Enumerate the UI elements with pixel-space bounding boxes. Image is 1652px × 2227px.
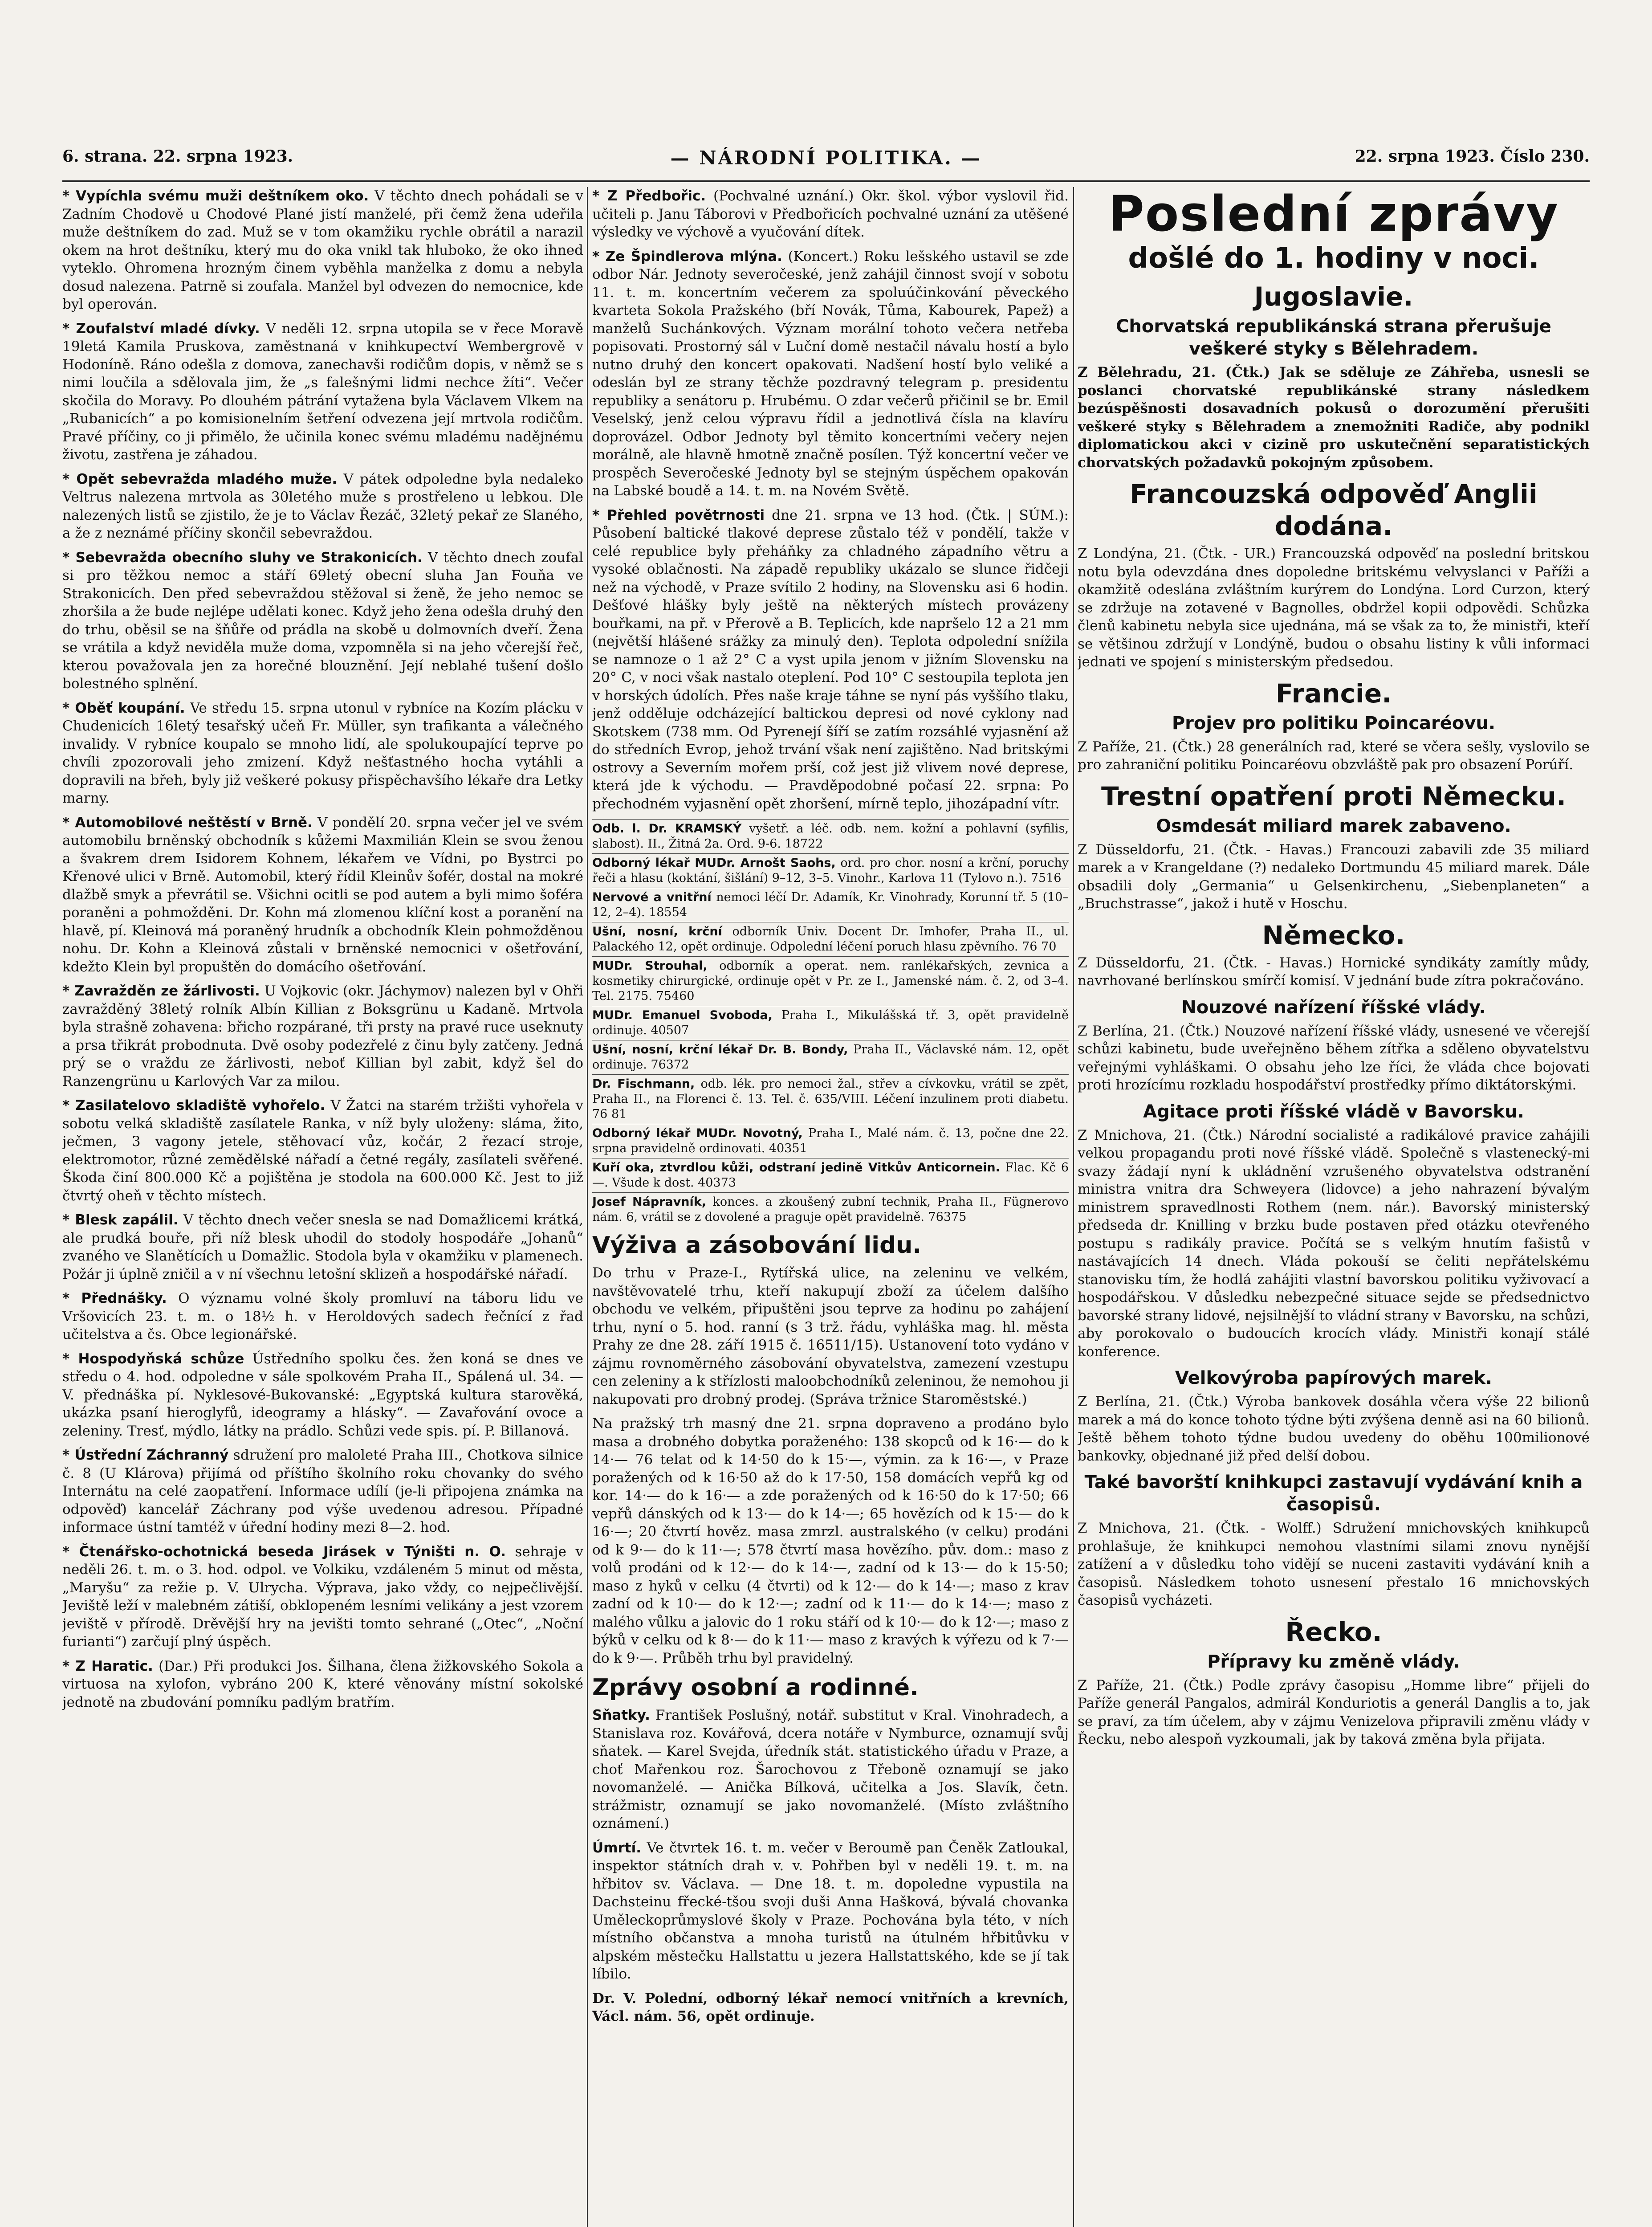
section-subheading: Agitace proti říšské vládě v Bavorsku. bbox=[1143, 1101, 1524, 1122]
section-subheading: Osmdesát miliard marek zabaveno. bbox=[1156, 816, 1511, 836]
article-title: * Přednášky. bbox=[62, 1290, 167, 1306]
ad-body: Praha I., Mikulášská tř. 3, opět pravidelně ordinuje. 40507 bbox=[592, 1008, 1069, 1037]
article bbox=[592, 1839, 1069, 1983]
article-body: U Vojkovic (okr. Jáchymov) nalezen byl v Ohři zavražděný 38letý rolník Albín Killian z Boksgrünu u Kadaně. Mrtvola byla strašně zohavena: břicho rozpárané, tři prsty na pravé ruce useknuty a prsa třikrát probodnuta. Dvě osoby podezřelé z činu byly zatčeny. Jedná prý se o vraždu ze žárlivosti, neboť Killian byl zabit, když šel do Ranzengrünu u Karlových Var za milou. bbox=[62, 983, 583, 1089]
article-title: Úmrtí. bbox=[592, 1840, 641, 1856]
article bbox=[62, 549, 583, 693]
section-subheading: Také bavorští knihkupci zastavují vydávání knih a časopisů. bbox=[1084, 1472, 1583, 1515]
classified-ad bbox=[592, 1192, 1069, 1227]
article-body: Z Düsseldorfu, 21. (Čtk. - Havas.) Hornické syndikáty zamítly můdy, navrhované berlínskou smírčí komisí. V jednání bude zítra pokračováno. bbox=[1078, 954, 1590, 989]
ad-body: odb. lék. pro nemoci žal., střev a cívkovku, vrátil se zpět, Praha II., na Florenci č. 13. Tel. č. 635/VIII. Léčení inzulinem proti diabetu. 76 81 bbox=[592, 1077, 1069, 1121]
article-body: Do trhu v Praze-I., Rytířská ulice, na zeleninu ve velkém, navštěvovatelé trhu, kteří nakupují zboží za účelem dalšího obchodu ve velkém, připuštěni jsou teprve za hodinu po zahájení trhu, nyní o 5. hod. ranní (s 3 trž. řádu, vyhláška mag. hl. města Prahy ze dne 28. září 1915 č. 16511/15). Ustanovení toto vydáno v zájmu rovnoměrného zásobování obyvatelstva, zamezení vzestupu cen zeleniny a k střízlosti maloobchodníků zeleninou, že nemohou ji nakupovati pro drobný prodej. (Správa tržnice Staroměstské.) bbox=[592, 1265, 1069, 1407]
article-body: Z Berlína, 21. (Čtk.) Nouzové nařízení říšské vlády, usnesené ve včerejší schůzi kabinetu, bude uveřejněno během zítřka a sděleno obyvatelstvu veřejnými vyhláškami. O obsahu jeho lze říci, že vláda chce bojovati proti hrozícímu rozkladu hospodářství prostředky přímo diktátorskými. bbox=[1078, 1023, 1590, 1093]
article-body: V neděli 12. srpna utopila se v řece Moravě 19letá Kamila Pruskova, zaměstnaná v knihkupectví Wembergrově v Hodoníně. Ráno odešla z domova, zanechavši rodičům dopis, v němž se s nimi loučila a sdělovala jim, že „s falešnými lidmi nechce žíti“. Večer skočila do Moravy. Po dlouhém pátrání vytažena byla Václavem Vlkem na „Rubanicích“ a po komisionelním šetření odvezena její mrtvola rodičům. Pravé příčiny, co ji přimělo, že učinila konec svému mladému nadějnému životu, zastřena je záhadou. bbox=[62, 320, 583, 463]
article-body: sdružení pro maloleté Praha III., Chotkova silnice č. 8 (U Klárova) přijímá od příštího školního roku chovanky do svého Internátu na celé zaopatření. Informace udílí (je-li připojena známka na odpověď) kancelář Záchrany pod výše uvedenou adresou. Případné informace ústní tamtéž v úřední hodiny mezi 8—2. hod. bbox=[62, 1447, 583, 1535]
article-title: * Ze Špindlerova mlýna. bbox=[592, 248, 782, 265]
article bbox=[592, 506, 1069, 813]
classified-ad bbox=[592, 956, 1069, 1006]
section-subheading: Velkovýroba papírových marek. bbox=[1175, 1368, 1493, 1388]
column-3 bbox=[1078, 187, 1590, 2227]
article-body: O významu volné školy promluví na táboru lidu ve Vršovicích 23. t. m. o 18½ h. v Heroldových sadech řečnící z řad učitelstva a čs. Obce legionářské. bbox=[62, 1290, 583, 1342]
article-title: * Opět sebevražda mladého muže. bbox=[62, 471, 338, 487]
article-title: * Zoufalství mladé dívky. bbox=[62, 320, 260, 337]
column-divider bbox=[1073, 187, 1074, 2227]
article bbox=[62, 187, 583, 314]
article-title: Sňatky. bbox=[592, 1707, 650, 1723]
article-title: * Čtenářsko-ochotnická beseda Jirásek v Týništi n. O. bbox=[62, 1543, 506, 1560]
ad-title: Ušní, nosní, krční lékař Dr. B. Bondy, bbox=[592, 1043, 848, 1056]
section-subheading: Projev pro politiku Poincaréovu. bbox=[1172, 713, 1496, 734]
column-1 bbox=[62, 187, 583, 2227]
article-title: * Vypíchla svému muži deštníkem oko. bbox=[62, 188, 369, 204]
ad-title: MUDr. Emanuel Svoboda, bbox=[592, 1008, 773, 1022]
section-heading: Řecko. bbox=[1285, 1616, 1382, 1647]
header-rule bbox=[62, 180, 1590, 182]
article-body: (Pochvalné uznání.) Okr. škol. výbor vyslovil řid. učiteli p. Janu Táborovi v Předbořicích pochvalné uznání za utěšené výsledky ve výchově a vyučování dítek. bbox=[592, 188, 1069, 240]
ad-body: vyšetř. a léč. odb. nem. kožní a pohlavní (syfilis, slabost). II., Žitná 2a. Ord. 9-6. 18722 bbox=[592, 822, 1069, 851]
classified-ad bbox=[592, 888, 1069, 922]
ad-body: Praha I., Malé nám. č. 13, počne dne 22. srpna pravidelně ordinovati. 40351 bbox=[592, 1126, 1069, 1155]
article bbox=[592, 248, 1069, 500]
section-subheading: Přípravy ku změně vlády. bbox=[1207, 1651, 1460, 1672]
ad-title: Josef Nápravník, bbox=[592, 1195, 706, 1209]
article-body: Z Paříže, 21. (Čtk.) 28 generálních rad, které se včera sešly, vyslovilo se pro zahraniční politiku Poincaréovu obzvláště pak pro obsazení Porúří. bbox=[1078, 738, 1590, 773]
article-body: V pondělí 20. srpna večer jel ve svém automobilu brněnský obchodník s kůžemi Maxmilián Klein se svou ženou a švakrem drem Isidorem Kohnem, lékařem ve Vídni, po Bystrci po Křenové ulici v Brně. Automobil, který řídil Kleinův šofér, dostal na mokré dlažbě smyk a převrátil se. Všichni ocitli se pod autem a byli mimo šoféra poraněni a pohmožděni. Dr. Kohn má zlomenou klíční kost a poranění na hlavě, pí. Kleinová má poraněný hrudník a obchodník Klein pohmožděnou nohu. Dr. Kohn a Kleinová zůstali v brněnské nemocnici v ošetřování, kdežto Klein byl propuštěn do domácího ošetřování. bbox=[62, 814, 583, 975]
ad-title: Odborný lékař MUDr. Arnošt Saohs, bbox=[592, 856, 836, 870]
article-body: Z Bělehradu, 21. (Čtk.) Jak se sděluje ze Záhřeba, usnesli se poslanci chorvatské republikánské strany následkem bezúspěšnosti dosavadních pokusů o dorozumění přerušiti veškeré styky s Bělehradem a znemožniti Radiče, aby podnikl diplomatickou akci v cizině pro uskutečnění separatistických chorvatských požadavků pokojným způsobem. bbox=[1078, 364, 1590, 471]
ad-title: Kuří oka, ztvrdlou kůži, odstraní jedině Vitkův Anticornein. bbox=[592, 1161, 1000, 1175]
article bbox=[62, 699, 583, 808]
article-title: * Blesk zapálil. bbox=[62, 1212, 179, 1228]
article-body: Dr. V. Polední, odborný lékař nemocí vnitřních a krevních, Václ. nám. 56, opět ordinuje. bbox=[592, 1990, 1069, 2024]
article-body: Z Düsseldorfu, 21. (Čtk. - Havas.) Francouzi zabavili zde 35 miliard marek a v Krangeldane (?) nedaleko Dortmundu 45 miliard marek. Dále obsadili doly „Germania“ u Gelsenkirchenu, „Siebenplaneten“ a „Bruchstrasse“, jakož i hutě v Hoschu. bbox=[1078, 841, 1590, 912]
ad-body: konces. a zkoušený zubní technik, Praha II., Fügnerovo nám. 6, vrátil se z dovolené a praguje opět pravidelně. 76375 bbox=[592, 1195, 1069, 1224]
ad-body: odborník Univ. Docent Dr. Imhofer, Praha II., ul. Palackého 12, opět ordinuje. Odpolední léčení poruch hlasu zpěvního. 76 70 bbox=[592, 925, 1069, 954]
article bbox=[62, 1211, 583, 1283]
ad-body: Praha II., Václavské nám. 12, opět ordinuje. 76372 bbox=[592, 1043, 1069, 1072]
article-title: * Zasilatelovo skladiště vyhořelo. bbox=[62, 1097, 326, 1114]
article-body: Z Berlína, 21. (Čtk.) Výroba bankovek dosáhla včera výše 22 bilionů marek a má do konce tohoto týdne býti zvýšena denně asi na 60 bilionů. Ještě během tohoto týdne budou uvedeny do oběhu 100milionové bankovky, objednané již před delší dobou. bbox=[1078, 1394, 1590, 1464]
article-title: * Zavražděn ze žárlivosti. bbox=[62, 983, 260, 999]
ad-body: Flac. Kč 6—. Všude k dost. 40373 bbox=[592, 1161, 1069, 1190]
article-body: Z Mnichova, 21. (Čtk. - Wolff.) Sdružení mnichovských knihkupců prohlašuje, že knihkupci nemohou vlastními silami znovu nynější zatížení a v důsledku toho vidějí se nuceni zastaviti vydávání knih a časopisů. Následkem tohoto usnesení přestalo 16 mnichovských časopisů vycházeti. bbox=[1078, 1520, 1590, 1608]
article bbox=[592, 187, 1069, 241]
article-title: * Oběť koupání. bbox=[62, 700, 185, 716]
ad-title: Nervové a vnitřní bbox=[592, 890, 712, 904]
ad-body: odborník a operat. nem. ranlékařských, zevnica a kosmetiky chirurgické, ordinuje opět v Pr. ze I., Jamenské nám. č. 2, od 3–4. Tel. 2175. 75460 bbox=[592, 959, 1069, 1003]
header-left: 6. strana. 22. srpna 1923. bbox=[62, 147, 293, 166]
ad-title: Odborný lékař MUDr. Novotný, bbox=[592, 1126, 803, 1140]
section-heading: Jugoslavie. bbox=[1254, 281, 1413, 312]
article-body: (Dar.) Při produkci Jos. Šilhana, člena žižkovského Sokola a virtuosa na xylofon, vybráno 200 K, které věnovány místní sokolské jednotě na zbudování pomníku padlým bratřím. bbox=[62, 1658, 583, 1710]
article-title: * Přehled povětrnosti bbox=[592, 507, 765, 523]
section-subheading: Nouzové nařízení říšské vlády. bbox=[1181, 997, 1486, 1018]
ad-title: MUDr. Strouhal, bbox=[592, 959, 708, 973]
article bbox=[62, 1097, 583, 1205]
section-heading: Francie. bbox=[1275, 678, 1392, 709]
article-title: * Hospodyňská schůze bbox=[62, 1350, 244, 1367]
article bbox=[62, 1657, 583, 1712]
article-title: * Automobilové neštěstí v Brně. bbox=[62, 814, 313, 831]
ad-body: nemoci léčí Dr. Adamík, Kr. Vinohrady, Korunní tř. 5 (10–12, 2–4). 18554 bbox=[592, 890, 1069, 919]
classified-ad bbox=[592, 1074, 1069, 1124]
article-body: Ve čtvrtek 16. t. m. večer v Beroumě pan Čeněk Zatloukal, inspektor státních drah v. v. Pohřben byl v neděli 19. t. m. na hřbitov sv. Václava. — Dne 18. t. m. dopoledne vypustila na Dachsteinu fřecké-tšou svoji duši Anna Hašková, bývalá chovanka Uměleckoprůmyslové školy v Praze. Pochována byla této, v ních místního občanstva a mnoha turistů na útulném hřbitůvku v alpském městečku Hallstattu u jezera Hallstattského, kde se jí tak líbilo. bbox=[592, 1840, 1069, 1982]
classified-ad bbox=[592, 1158, 1069, 1192]
section-subheading: Chorvatská republikánská strana přerušuje veškeré styky s Bělehradem. bbox=[1116, 316, 1551, 359]
article-body: Z Mnichova, 21. (Čtk.) Národní socialisté a radikálové pravice zahájili velkou propagandu proti nové říšské vládě. Společně s vlastenecký-mi svazy žádají nyní k ukládnění vzrušeného obyvatelstva odstranění ministra vnitra dra Schweyera (lidovce) a jeho nahrazení bývalým ministrem spravedlnosti Rothem (nem. nár.). Bavorský ministerský předseda dr. Knilling v brzku bude postaven před otázku otevřeného postupu s radikály pravice. Počítá se s velkým hnutím fašistů v nastávajících 14 dnech. Vláda pokouší se čeliti nepřátelskému stanovisku tím, že hodlá zahájiti vlastní bavorskou politiku vyživovací a hospodářskou. V důsledku nebezpečné situace sejde se předsednictvo bavorské strany lidové, nejsilnější to vládní strany v Bavorsku, na schůzi, aby porokovalo o budoucích krocích vlády. Ministři konají stálé konference. bbox=[1078, 1127, 1590, 1360]
article-body: Ústředního spolku čes. žen koná se dnes ve středu o 4. hod. odpoledne v sále spolkovém Praha II., Spálená ul. 34. — V. přednáška pí. Nyklesové-Bukovanské: „Egyptská kultura starověká, ukázka psaní hieroglyfů, ideogramy a hlásky“. — Zavařování ovoce a zeleniny. Tresť, mýdlo, látky na prádlo. Schůzi vede spis. pí. P. Billanová. bbox=[62, 1350, 583, 1439]
ad-title: Odb. l. Dr. KRAMSKÝ bbox=[592, 822, 742, 836]
ad-body: ord. pro chor. nosní a krční, poruchy řeči a hlasu (koktání, šišlání) 9–12, 3–5. Vinohr., Karlova 11 (Tylovo n.). 7516 bbox=[592, 856, 1069, 885]
article-body: František Poslušný, notář. substitut v Kral. Vinohradech, a Stanislava roz. Kovářová, dcera notáře v Nymburce, oznamují svůj sňatek. — Karel Svejda, úředník stát. statistického úřadu v Praze, a choť Mařenkou roz. Šarochovou z Třeboně oznamují se jako novomanželé. — Anička Bílková, učitelka a Jos. Slavík, četn. strážmistr, oznamují se jako novomanželé. (Místo zvláštního oznámení.) bbox=[592, 1707, 1069, 1831]
ad-title: Ušní, nosní, krční bbox=[592, 925, 722, 938]
article bbox=[592, 1706, 1069, 1833]
column-2 bbox=[592, 187, 1069, 2227]
classified-ad bbox=[592, 853, 1069, 888]
section-title: Výživa a zásobování lidu. bbox=[592, 1232, 922, 1259]
article-body: Z Paříže, 21. (Čtk.) Podle zprávy časopisu „Homme libre“ přijeli do Paříže generál Pangalos, admirál Konduriotis a generál Danglis a to, jak se praví, za tím účelem, aby v zájmu Venizelova připravili změnu vlády v Řecku, nebo alespoň vyzkoumali, jak by taková změna byla přijata. bbox=[1078, 1677, 1590, 1747]
section-heading: Francouzská odpověď Anglii dodána. bbox=[1130, 479, 1538, 541]
column-divider bbox=[587, 187, 588, 2227]
classified-ad bbox=[592, 1124, 1069, 1158]
classified-ad bbox=[592, 1006, 1069, 1040]
latest-news-subtitle: došlé do 1. hodiny v noci. bbox=[1128, 242, 1539, 275]
classified-ad bbox=[592, 922, 1069, 956]
article-body: (Koncert.) Roku lešského ustavil se zde odbor Nár. Jednoty severočeské, jenž zahájil činnost svojí v sobotu 11. t. m. koncertním večerem za spoluúčinkování pěveckého kvarteta Sokola Pražského (bří Novák, Tůma, Kabourek, Papež) a manželů Suchánkových. Význam morální tohoto večera netřeba popisovati. Prostorný sál v Luční domě nestačil návalu hostí a bylo nutno druhý den koncert opakovati. Nadšení hostí bylo veliké a odeslán byl ze strany těchže pozdravný telegram p. presidentu republiky a senátoru p. Hrubému. O zdar večerů přičinil se br. Emil Veselský, jenž celou výpravu řídil a jednotlivá čísla na klavíru doprovázel. Odbor Jednoty byl těmito koncertními večery nejen morálně, ale hlavně hmotně značně posílen. Týž koncertní večer ve prospěch Severočeské Jednoty byl se stejným úspěchem opakován na Labské boudě a 14. t. m. na Novém Světě. bbox=[592, 248, 1069, 499]
article-title: * Ústřední Záchranný bbox=[62, 1447, 229, 1463]
ad-title: Dr. Fischmann, bbox=[592, 1077, 695, 1091]
article bbox=[62, 982, 583, 1090]
article-title: * Z Haratic. bbox=[62, 1658, 153, 1674]
article-body: V pátek odpoledne byla nedaleko Veltrus nalezena mrtvola as 30letého muže s prostřeleno u lebkou. Dle nalezených listů se zjistilo, že je to Václav Řezáč, 32letý pekař ze Slaného, a že z neznámé příčiny skončil sebevraždou. bbox=[62, 471, 583, 541]
article bbox=[62, 1543, 583, 1651]
article bbox=[62, 1446, 583, 1537]
section-heading: Německo. bbox=[1262, 920, 1405, 950]
article-title: * Z Předbořic. bbox=[592, 188, 706, 204]
article-body: V těchto dnech večer snesla se nad Domažlicemi krátká, ale prudká bouře, při níž blesk uhodil do stodoly hospodáře „Johanů“ zvaného ve Slanětících u Domažlic. Stodola byla v okamžiku v plamenech. Požár ji úplně zničil a v ní všechnu letošní sklizeň a hospodářské nářadí. bbox=[62, 1212, 583, 1282]
article bbox=[62, 1289, 583, 1344]
article-body: sehraje v neděli 26. t. m. o 3. hod. odpol. ve Volkiku, vzdáleném 5 minut od města, „Maryšu“ za režie p. V. Ulrycha. Výprava, jako vždy, co nejpečlivější. Jeviště leží v malebném zátiší, obklopeném lesními velikány a jest vzorem jeviště v přírodě. Drěvější hry na jevišti tomto sehrané („Otec“, „Noční furianti“) zarčují plný úspěch. bbox=[62, 1543, 583, 1650]
section-title: Zprávy osobní a rodinné. bbox=[592, 1674, 919, 1701]
page-header bbox=[62, 147, 1590, 178]
article bbox=[62, 1350, 583, 1440]
article-body: dne 21. srpna ve 13 hod. (Čtk. | SÚM.): Působení baltické tlakové deprese zůstalo též v pondělí, takže v celé republice byly přeháňky za chladného západního větru a vysoké oblačnosti. Na západě republiky ukázalo se slunce řidčeji než na východě, v Praze svítilo 2 hodiny, na Slovensku asi 6 hodin. Dešťové hlášky byly ještě na některých místech provázeny bouřkami, na př. v Přerově a B. Teplicích, kde napršelo 12 a 21 mm (největší hlášené srážky za minulý den). Teplota odpolední snížila se namnoze o 1 až 2° C a vyst upila jenom v jižním Slovensku na 20° C, v noci však nastalo oteplení. Pod 10° C sestoupila teplota jen v horských údolích. Přes naše kraje táhne se nyní pás vyššího tlaku, jenž odděluje odcházející baltickou depresi od nové cyklony nad Skotskem (738 mm. Od Pyrenejí šíří se zatím rozsáhlé vyjasnění až do středních Evrop, jehož trvání však není zajištěno. Nad britskými ostrovy a Severním mořem prší, což jest již vlivem nové deprese, která jde k východu. — Pravděpodobné počasí 22. srpna: Po přechodném vyjasnění opět zhoršení, mírně teplo, jihozápadní vítr. bbox=[592, 507, 1069, 812]
classified-ad bbox=[592, 1040, 1069, 1074]
masthead: — NÁRODNÍ POLITIKA. — bbox=[670, 147, 982, 169]
article-body: V těchto dnech zoufal si pro těžkou nemoc a stáří 69letý obecní sluha Jan Fouňa ve Strakonicích. Den před sebevraždou stěžoval si ženě, že jeho nemoc se zhoršila a že bude nejlépe udělati konec. Když jeho žena odešla druhý den do trhu, oběsil se na šňůře od prádla na skobě u dolmovních dveří. Žena se vrátila a když neviděla muže doma, vzpomněla si na jeho včerejší řeč, kterou považovala jen za horečné blouznění. Její neblahé tušení došlo bolestného splnění. bbox=[62, 549, 583, 692]
classified-ad bbox=[592, 819, 1069, 853]
article-body: V těchto dnech pohádali se v Zadním Chodově u Chodové Plané jistí manželé, při čemž žena udeřila muže deštníkem do zad. Muž se v tom okamžiku rychle obrátil a narazil okem na hrot deštníku, který mu do oka vnikl tak hluboko, že oko ihned vyteklo. Ohromena hrozným činem vyběhla manželka z domu a nebyla dosud nalezena. Patrně si zoufala. Manžel byl odvezen do nemocnice, kde byl operován. bbox=[62, 188, 583, 312]
section-heading: Trestní opatření proti Německu. bbox=[1101, 781, 1566, 812]
article-title: * Sebevražda obecního sluhy ve Strakonicích. bbox=[62, 549, 423, 566]
article-body: Na pražský trh masný dne 21. srpna dopraveno a prodáno bylo masa a drobného dobytka poraženého: 138 skopců od k 16·— do k 14·— 76 telat od k 14·50 do k 15·—, výmin. za k 16·—, v Praze poražených od k 16·50 až do k 17·50, 158 domácích vepřů kg od kor. 14·— do k 16·— a zde poražených od k 16·50 do k 17·50; 66 vepřů dánských od k 13·— do k 14·—; 65 hovězích od k 15·— do k 16·—; 20 čtvrtí hověz. masa zmrzl. australského (v celku) prodáni od k 9·— do k 11·—; 578 čtvrtí masa hovězího. pův. dom.: maso z volů prodáni od k 12·— do k 14·—, zadní od k 13·— do k 15·50; maso z hyků v celku (4 čtvrti) od k 12·— do k 14·—; maso z krav zadní od k 10·— do k 12·—; zadní od k 11·— do k 14·—; maso z malého vůlku a jalovic do 1 roku stáří od k 10·— do k 12·—; maso z býků v celku od k 8·— do k 11·— maso z kravých k výřezu od k 7·— do k 9·—. Průběh trhu byl pravidelný. bbox=[592, 1415, 1069, 1666]
article bbox=[62, 470, 583, 542]
article-body: Ve středu 15. srpna utonul v rybníce na Kozím plácku v Chudenicích 16letý tesařský učeň Fr. Müller, syn trafikanta a válečného invalidy. V rybníce koupalo se mnoho lidí, ale spolukoupající teprve po chvíli zpozorovali jeho zmizení. Když nešťastného hocha vytáhli a dopravili na břeh, byly již veškeré pokusy přispěchavšího lékaře dra Letky marny. bbox=[62, 700, 583, 806]
article bbox=[62, 320, 583, 464]
header-right: 22. srpna 1923. Číslo 230. bbox=[1355, 147, 1590, 166]
article bbox=[62, 814, 583, 976]
article-body: Z Londýna, 21. (Čtk. - UR.) Francouzská odpověď na poslední britskou notu byla odevzdána dnes dopoledne britskému velvyslanci v Paříži a okamžitě odeslána zvláštním kurýrem do Londýna. Lord Curzon, který se zdržuje na zotavené v Bagnolles, obdržel kopii odpovědi. Schůzka členů kabinetu nebyla sice ujednána, má se však za to, že ministři, kteří se většinou zdržují v Londýně, budou o obsahu listiny k vůli informaci jednati ve spojení s ministerským předsedou. bbox=[1078, 546, 1590, 670]
article-body: V Žatci na starém tržišti vyhořela v sobotu velká skladiště zasílatele Ranka, v níž byly uloženy: sláma, žito, ječmen, 3 vagony jetele, stěhovací vůz, kočár, 2 řezací stroje, elektromotor, různé zemědělské nářadí a četné regály, zasílateli svěřené. Škoda činí 800.000 Kč a pojištěna je stodola na 600.000 Kč. Jest to již čtvrtý oheň v těchto místech. bbox=[62, 1097, 583, 1204]
latest-news-title: Poslední zprávy bbox=[1108, 187, 1559, 242]
